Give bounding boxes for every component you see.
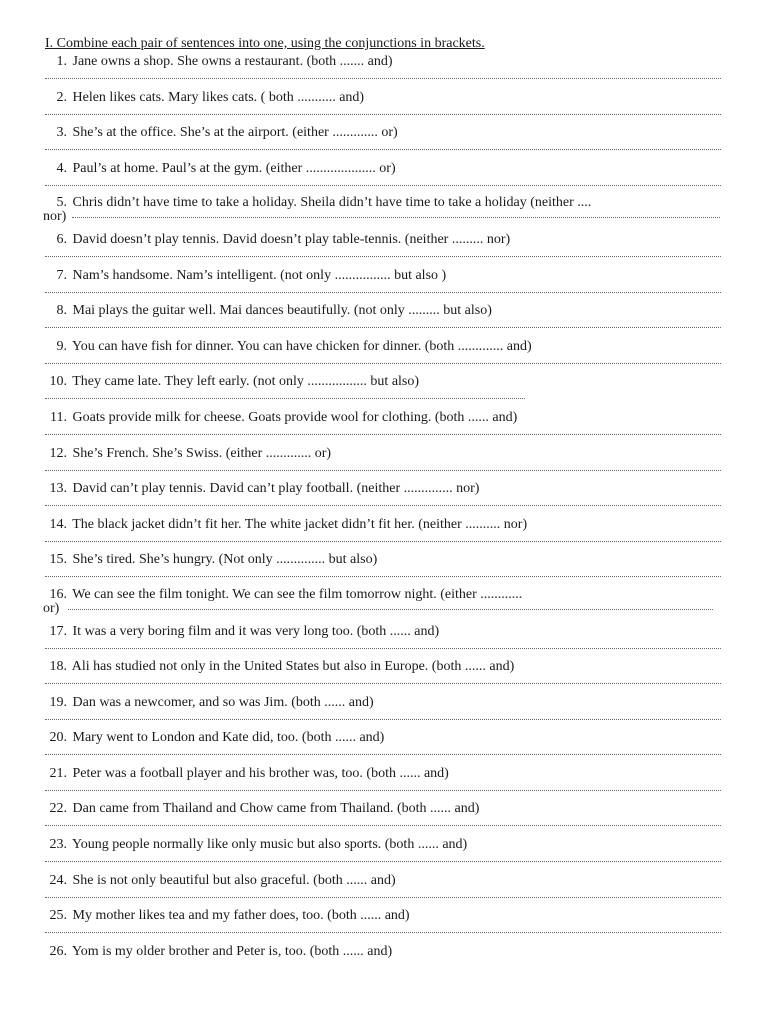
question-number: 9.	[56, 338, 67, 354]
question-text: 14. The black jacket didn’t fit her. The white jacket didn’t fit her. (neither .......... nor)	[45, 517, 527, 533]
question-number: 8.	[56, 303, 67, 319]
exercise-list	[0, 54, 768, 979]
exercise-item	[0, 446, 768, 482]
question-number: 18.	[49, 659, 67, 675]
answer-line[interactable]	[45, 78, 721, 79]
question-text: 17. It was a very boring film and it was very long too. (both ...... and)	[45, 624, 439, 640]
exercise-item	[0, 908, 768, 944]
question-text: 12. She’s French. She’s Swiss. (either ............. or)	[45, 446, 331, 462]
answer-line[interactable]	[45, 932, 721, 933]
exercise-item	[0, 374, 768, 410]
exercise-item	[0, 90, 768, 126]
question-number: 13.	[49, 481, 67, 497]
exercise-item	[0, 303, 768, 339]
answer-line[interactable]	[45, 327, 721, 328]
answer-line[interactable]	[45, 114, 721, 115]
answer-line[interactable]	[45, 861, 721, 862]
question-text: 6. David doesn’t play tennis. David doesn’t play table-tennis. (neither ......... nor)	[45, 232, 510, 248]
question-text: 16. We can see the film tonight. We can see the film tomorrow night. (either ............ or)	[45, 588, 645, 616]
question-number: 23.	[49, 837, 67, 853]
exercise-item	[0, 695, 768, 731]
question-number: 2.	[56, 89, 67, 105]
question-text: 2. Helen likes cats. Mary likes cats. ( both ........... and)	[45, 90, 364, 106]
question-text: 8. Mai plays the guitar well. Mai dances beautifully. (not only ......... but also)	[45, 303, 492, 319]
question-text: 5. Chris didn’t have time to take a holiday. Sheila didn’t have time to take a holiday (neither .... nor)	[45, 196, 645, 224]
exercise-item	[0, 481, 768, 517]
answer-line[interactable]	[68, 609, 713, 610]
question-text: 4. Paul’s at home. Paul’s at the gym. (either .................... or)	[45, 161, 396, 177]
exercise-item	[0, 232, 768, 268]
question-number: 10.	[49, 374, 67, 390]
question-text: 10. They came late. They left early. (not only ................. but also)	[45, 374, 419, 390]
answer-line[interactable]	[45, 256, 721, 257]
question-text: 19. Dan was a newcomer, and so was Jim. (both ...... and)	[45, 695, 374, 711]
question-number: 15.	[49, 552, 67, 568]
exercise-item	[0, 161, 768, 197]
question-number: 24.	[49, 872, 67, 888]
question-text-continuation: nor)	[43, 209, 67, 225]
question-text: 25. My mother likes tea and my father does, too. (both ...... and)	[45, 908, 410, 924]
answer-line[interactable]	[45, 897, 721, 898]
question-text: 24. She is not only beautiful but also graceful. (both ...... and)	[45, 873, 396, 889]
question-text: 7. Nam’s handsome. Nam’s intelligent. (not only ................ but also )	[45, 268, 446, 284]
question-number: 3.	[56, 125, 67, 141]
exercise-item	[0, 944, 768, 980]
answer-line[interactable]	[45, 790, 721, 791]
question-number: 21.	[49, 765, 67, 781]
answer-line[interactable]	[45, 434, 721, 435]
answer-line[interactable]	[45, 719, 721, 720]
question-text: 21. Peter was a football player and his brother was, too. (both ...... and)	[45, 766, 449, 782]
question-text: 3. She’s at the office. She’s at the airport. (either ............. or)	[45, 125, 398, 141]
exercise-item	[0, 268, 768, 304]
answer-line[interactable]	[72, 217, 720, 218]
exercise-heading: I. Combine each pair of sentences into one, using the conjunctions in brackets.	[45, 36, 485, 51]
exercise-item	[0, 517, 768, 553]
answer-line[interactable]	[45, 754, 721, 755]
question-number: 5.	[56, 195, 67, 211]
exercise-item	[0, 766, 768, 802]
question-number: 14.	[49, 516, 67, 532]
question-text: 11. Goats provide milk for cheese. Goats provide wool for clothing. (both ...... and)	[45, 410, 517, 426]
question-number: 12.	[49, 445, 67, 461]
question-number: 7.	[56, 267, 67, 283]
answer-line[interactable]	[45, 185, 721, 186]
answer-line[interactable]	[45, 363, 721, 364]
answer-line[interactable]	[45, 825, 721, 826]
exercise-item	[0, 125, 768, 161]
answer-line[interactable]	[45, 541, 721, 542]
question-text: 13. David can’t play tennis. David can’t play football. (neither .............. nor)	[45, 481, 479, 497]
answer-line[interactable]	[45, 470, 721, 471]
exercise-item	[0, 624, 768, 660]
exercise-item	[0, 339, 768, 375]
exercise-item	[0, 196, 768, 232]
answer-line[interactable]	[45, 398, 525, 399]
question-number: 19.	[49, 694, 67, 710]
question-number: 1.	[56, 54, 67, 69]
answer-line[interactable]	[45, 505, 721, 506]
question-text: 1. Jane owns a shop. She owns a restaurant. (both ....... and)	[45, 54, 393, 70]
question-number: 11.	[50, 409, 67, 425]
question-text: 26. Yom is my older brother and Peter is, too. (both ...... and)	[45, 944, 392, 960]
exercise-item	[0, 54, 768, 90]
answer-line[interactable]	[45, 576, 721, 577]
question-number: 17.	[49, 623, 67, 639]
question-text: 23. Young people normally like only music but also sports. (both ...... and)	[45, 837, 467, 853]
question-number: 16.	[49, 586, 67, 602]
exercise-item	[0, 552, 768, 588]
question-number: 6.	[56, 231, 67, 247]
answer-line[interactable]	[45, 683, 721, 684]
question-number: 26.	[49, 943, 67, 959]
exercise-item	[0, 837, 768, 873]
question-number: 4.	[56, 160, 67, 176]
exercise-item	[0, 659, 768, 695]
question-text: 18. Ali has studied not only in the United States but also in Europe. (both ...... and)	[45, 659, 514, 675]
question-text: 22. Dan came from Thailand and Chow came from Thailand. (both ...... and)	[45, 801, 479, 817]
answer-line[interactable]	[45, 292, 721, 293]
question-number: 25.	[49, 908, 67, 924]
exercise-item	[0, 730, 768, 766]
question-number: 20.	[49, 730, 67, 746]
exercise-item	[0, 588, 768, 624]
answer-line[interactable]	[45, 648, 721, 649]
exercise-item	[0, 410, 768, 446]
question-text: 9. You can have fish for dinner. You can have chicken for dinner. (both ............. and)	[45, 339, 532, 355]
answer-line[interactable]	[45, 149, 721, 150]
exercise-item	[0, 873, 768, 909]
question-text: 20. Mary went to London and Kate did, too. (both ...... and)	[45, 730, 384, 746]
question-text-continuation: or)	[43, 600, 60, 616]
question-text: 15. She’s tired. She’s hungry. (Not only .............. but also)	[45, 552, 377, 568]
exercise-item	[0, 801, 768, 837]
question-number: 22.	[49, 801, 67, 817]
